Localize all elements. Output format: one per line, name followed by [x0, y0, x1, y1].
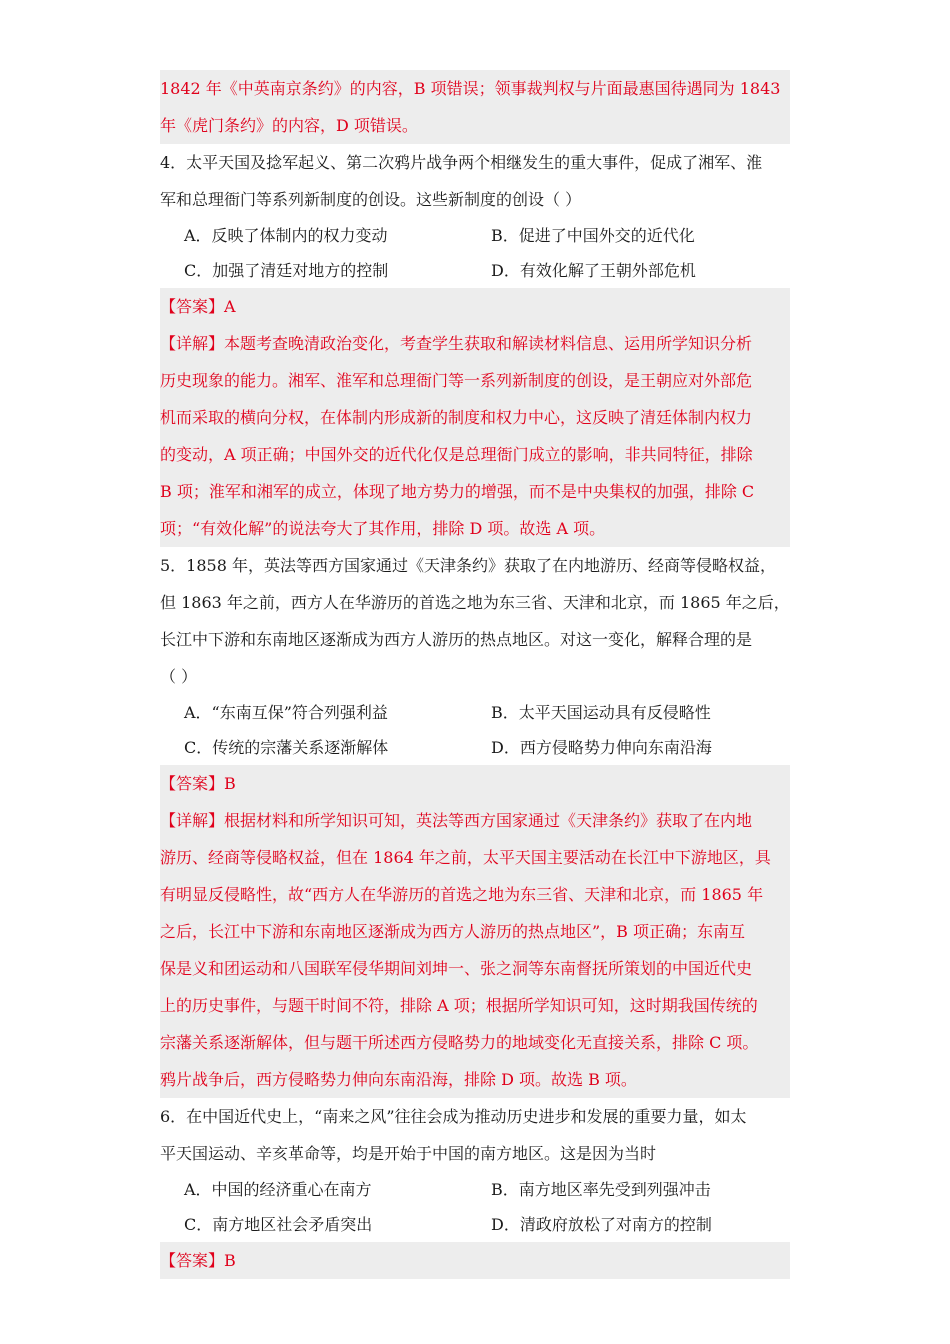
answer-tag: 【答案】	[160, 297, 225, 316]
option-b: B．南方地区率先受到列强冲击	[491, 1180, 711, 1199]
question-stem-line: 但 1863 年之前，西方人在华游历的首选之地为东三省、天津和北京，而 1865 年之后，	[160, 593, 790, 612]
answer-block	[160, 1242, 790, 1279]
option-c: C．南方地区社会矛盾突出	[184, 1215, 373, 1234]
detail-line: 的变动，A 项正确；中国外交的近代化仅是总理衙门成立的影响，非共同特征，排除	[160, 445, 753, 464]
detail-line: 有明显反侵略性，故“西方人在华游历的首选之地为东三省、天津和北京，而 1865 年	[160, 885, 764, 904]
question-stem-line: 4．太平天国及捻军起义、第二次鸦片战争两个相继发生的重大事件，促成了湘军、淮	[160, 153, 763, 172]
detail-line: 宗藩关系逐渐解体，但与题干所述西方侵略势力的地域变化无直接关系，排除 C 项。	[160, 1033, 759, 1052]
option-row	[160, 1172, 790, 1207]
answer-line	[160, 765, 790, 802]
detail-line	[160, 802, 790, 839]
text-line: 年《虎门条约》的内容，D 项错误。	[160, 116, 418, 135]
question-5	[160, 547, 790, 1098]
answer-tag: 【答案】	[160, 1251, 225, 1270]
detail-line: 项；“有效化解”的说法夸大了其作用，排除 D 项。故选 A 项。	[160, 519, 606, 538]
answer-block	[160, 288, 790, 547]
question-6	[160, 1098, 790, 1279]
answer-block	[160, 765, 790, 1098]
question-stem-line: 6．在中国近代史上，“南来之风”往往会成为推动历史进步和发展的重要力量，如太	[160, 1107, 747, 1126]
detail-tag: 【详解】	[160, 811, 225, 830]
answer-value: B	[224, 1251, 236, 1270]
option-d: D．清政府放松了对南方的控制	[491, 1215, 712, 1234]
answer-line	[160, 1242, 790, 1279]
detail-text: 根据材料和所学知识可知，英法等西方国家通过《天津条约》获取了在内地	[224, 811, 753, 830]
option-b: B．促进了中国外交的近代化	[491, 226, 695, 245]
detail-line: 保是义和团运动和八国联军侵华期间刘坤一、张之洞等东南督抚所策划的中国近代史	[160, 959, 753, 978]
detail-tag: 【详解】	[160, 334, 225, 353]
question-stem-line: 长江中下游和东南地区逐渐成为西方人游历的热点地区。对这一变化，解释合理的是	[160, 630, 753, 649]
option-row	[160, 1207, 790, 1242]
question-stem-line: 5．1858 年，英法等西方国家通过《天津条约》获取了在内地游历、经商等侵略权益，	[160, 556, 776, 575]
detail-line: 之后，长江中下游和东南地区逐渐成为西方人游历的热点地区”，B 项正确；东南互	[160, 922, 746, 941]
answer-line	[160, 288, 790, 325]
option-a: A．反映了体制内的权力变动	[184, 226, 388, 245]
answer-continuation-block	[160, 70, 790, 144]
detail-line: 机而采取的横向分权，在体制内形成新的制度和权力中心，这反映了清廷体制内权力	[160, 408, 753, 427]
text-line: 1842 年《中英南京条约》的内容，B 项错误；领事裁判权与片面最惠国待遇同为 1843	[160, 79, 781, 98]
question-stem-line: 军和总理衙门等系列新制度的创设。这些新制度的创设（ ）	[160, 190, 582, 209]
option-b: B．太平天国运动具有反侵略性	[491, 703, 711, 722]
option-c: C．传统的宗藩关系逐渐解体	[184, 738, 389, 757]
answer-value: B	[224, 774, 236, 793]
detail-line: 鸦片战争后，西方侵略势力伸向东南沿海，排除 D 项。故选 B 项。	[160, 1070, 637, 1089]
detail-line: 游历、经商等侵略权益，但在 1864 年之前，太平天国主要活动在长江中下游地区，具	[160, 848, 771, 867]
question-stem-line: （ ）	[160, 667, 198, 686]
detail-line: 历史现象的能力。湘军、淮军和总理衙门等一系列新制度的创设，是王朝应对外部危	[160, 371, 753, 390]
option-a: A．中国的经济重心在南方	[184, 1180, 372, 1199]
option-d: D．西方侵略势力伸向东南沿海	[491, 738, 712, 757]
option-d: D．有效化解了王朝外部危机	[491, 261, 696, 280]
document-page	[160, 0, 790, 1279]
detail-line: B 项；淮军和湘军的成立，体现了地方势力的增强，而不是中央集权的加强，排除 C	[160, 482, 755, 501]
option-row	[160, 730, 790, 765]
option-a: A．“东南互保”符合列强利益	[184, 703, 388, 722]
answer-value: A	[224, 297, 236, 316]
detail-text: 本题考查晚清政治变化，考查学生获取和解读材料信息、运用所学知识分析	[224, 334, 753, 353]
question-stem-line: 平天国运动、辛亥革命等，均是开始于中国的南方地区。这是因为当时	[160, 1144, 657, 1163]
option-row	[160, 218, 790, 253]
detail-line: 上的历史事件，与题干时间不符，排除 A 项；根据所学知识可知，这时期我国传统的	[160, 996, 758, 1015]
option-c: C．加强了清廷对地方的控制	[184, 261, 389, 280]
answer-tag: 【答案】	[160, 774, 225, 793]
detail-line	[160, 325, 790, 362]
option-row	[160, 695, 790, 730]
option-row	[160, 253, 790, 288]
question-4	[160, 144, 790, 547]
